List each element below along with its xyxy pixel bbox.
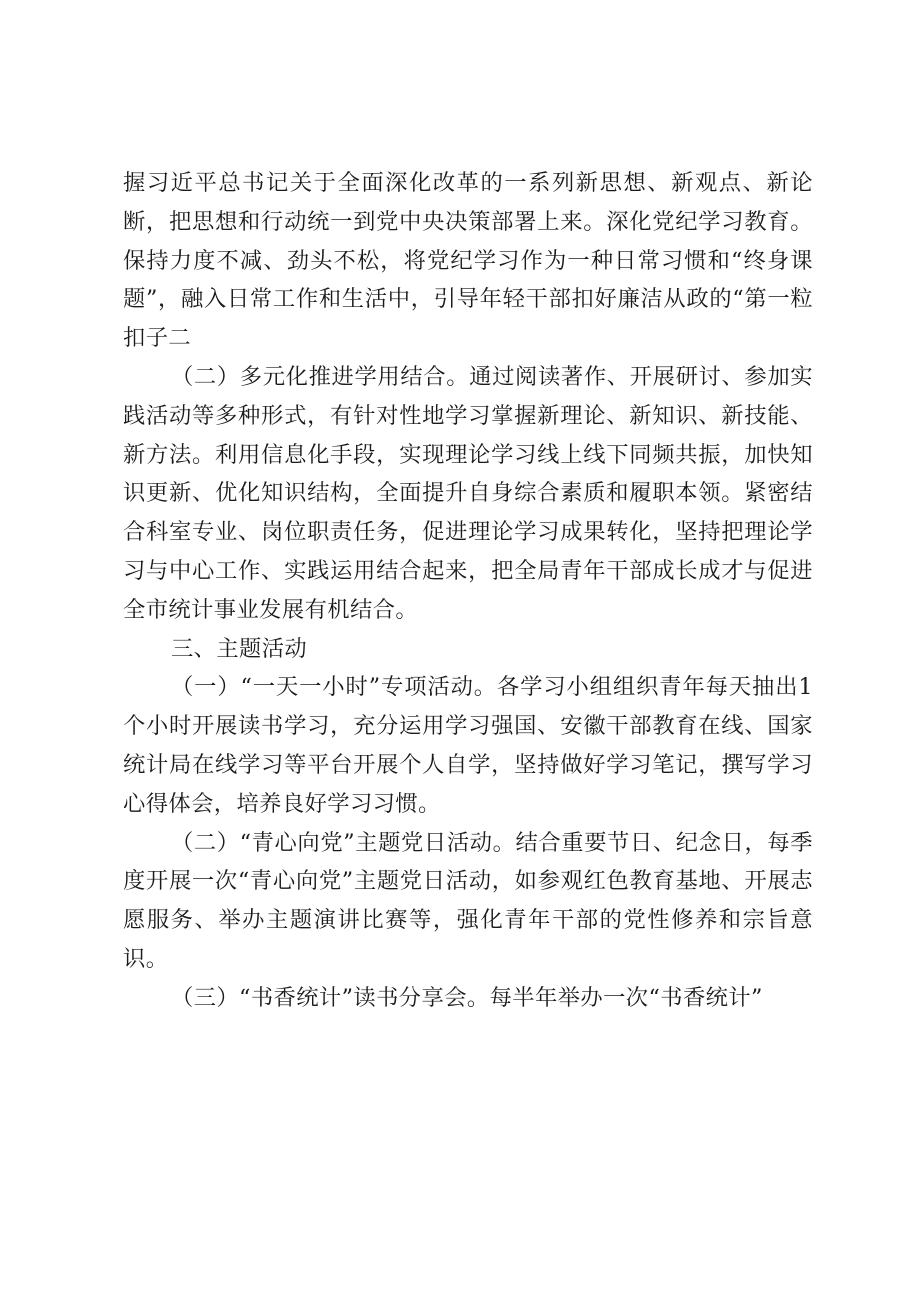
section-heading-theme-activities: 三、主题活动 — [170, 635, 308, 662]
paragraph-reading-sharing: （三）“书香统计”读书分享会。每半年举办一次“书香统计” — [170, 984, 763, 1011]
paragraph-party-day-activity: （二）“青心向党”主题党日活动。结合重要节日、纪念日，每季度开展一次“青心向党”主题党日活动，如参观红色教育基地、开展志愿服务、举办主题演讲比赛等，强化青年干部的党性修养和宗旨意识。 — [123, 829, 813, 972]
paragraph-one-hour-activity: （一）“一天一小时”专项活动。各学习小组组织青年每天抽出1个小时开展读书学习，充分运用学习强国、安徽干部教育在线、国家统计局在线学习等平台开展个人自学，坚持做好学习笔记，撰写学习心得体会，培养良好学习习惯。 — [123, 674, 813, 817]
document-body — [123, 164, 813, 1018]
continuation-paragraph: 握习近平总书记关于全面深化改革的一系列新思想、新观点、新论断，把思想和行动统一到党中央决策部署上来。深化党纪学习教育。保持力度不减、劲头不松，将党纪学习作为一种日常习惯和“终身课题”，融入日常工作和生活中，引导年轻干部扣好廉洁从政的“第一粒扣子二 — [123, 170, 813, 352]
paragraph-learning-application: （二）多元化推进学用结合。通过阅读著作、开展研讨、参加实践活动等多种形式，有针对性地学习掌握新理论、新知识、新技能、新方法。利用信息化手段，实现理论学习线上线下同频共振，加快知识更新、优化知识结构，全面提升自身综合素质和履职本领。紧密结合科室专业、岗位职责任务，促进理论学习成果转化，坚持把理论学习与中心工作、实践运用结合起来，把全局青年干部成长成才与促进全市统计事业发展有机结合。 — [123, 363, 813, 623]
